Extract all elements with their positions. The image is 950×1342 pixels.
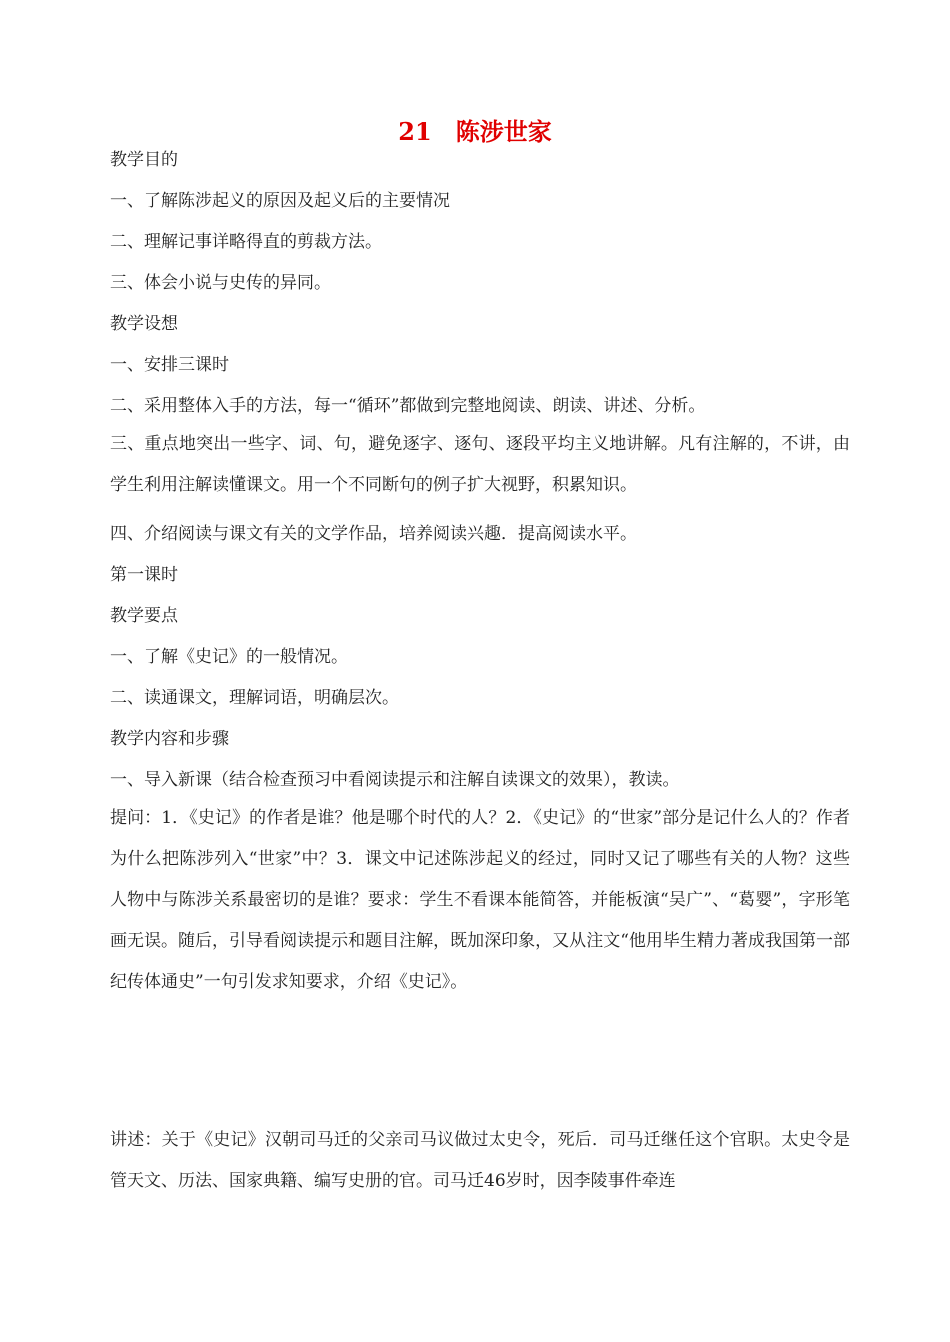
goal-item-1: 一、了解陈涉起义的原因及起义后的主要情况: [110, 191, 450, 211]
goal-item-3: 三、体会小说与史传的异同。: [110, 273, 331, 293]
plan-item-4: 四、介绍阅读与课文有关的文学作品，培养阅读兴趣．提高阅读水平。: [110, 524, 637, 544]
step-1-intro: 一、导入新课（结合检查预习中看阅读提示和注解自读课文的效果），教读。: [110, 770, 680, 790]
heading-content-steps: 教学内容和步骤: [110, 729, 229, 749]
key-point-1: 一、了解《史记》的一般情况。: [110, 647, 348, 667]
plan-item-2: 二、采用整体入手的方法，每一“循环”都做到完整地阅读、朗读、讲述、分析。: [110, 396, 706, 416]
heading-teaching-goals: 教学目的: [110, 150, 178, 170]
heading-first-lesson: 第一课时: [110, 565, 178, 585]
question-paragraph: 提问：1．《史记》的作者是谁？他是哪个时代的人？2．《史记》的“世家”部分是记什么人的？作者为什么把陈涉列入“世家”中？3．课文中记述陈涉起义的经过，同时又记了哪些有关的人物？这些人物中与陈涉关系最密切的是谁？要求：学生不看课本能简答，并能板演“吴广”、“葛婴”，字形笔画无误。随后，引导看阅读提示和题目注解，既加深印象，又从注文“他用毕生精力著成我国第一部纪传体通史”一句引发求知要求，介绍《史记》。: [110, 808, 850, 992]
heading-teaching-plan: 教学设想: [110, 314, 178, 334]
document-title: 21 陈涉世家: [398, 117, 552, 146]
heading-key-points: 教学要点: [110, 606, 178, 626]
narration-paragraph: 讲述：关于《史记》汉朝司马迁的父亲司马议做过太史令，死后．司马迁继任这个官职。太史令是管天文、历法、国家典籍、编写史册的官。司马迁46岁时，因李陵事件牵连: [110, 1130, 850, 1191]
key-point-2: 二、读通课文，理解词语，明确层次。: [110, 688, 399, 708]
goal-item-2: 二、理解记事详略得直的剪裁方法。: [110, 232, 382, 252]
plan-item-1: 一、安排三课时: [110, 355, 229, 375]
plan-item-3-paragraph: 三、重点地突出一些字、词、句，避免逐字、逐句、逐段平均主义地讲解。凡有注解的，不讲，由学生利用注解读懂课文。用一个不同断句的例子扩大视野，积累知识。: [110, 434, 850, 495]
